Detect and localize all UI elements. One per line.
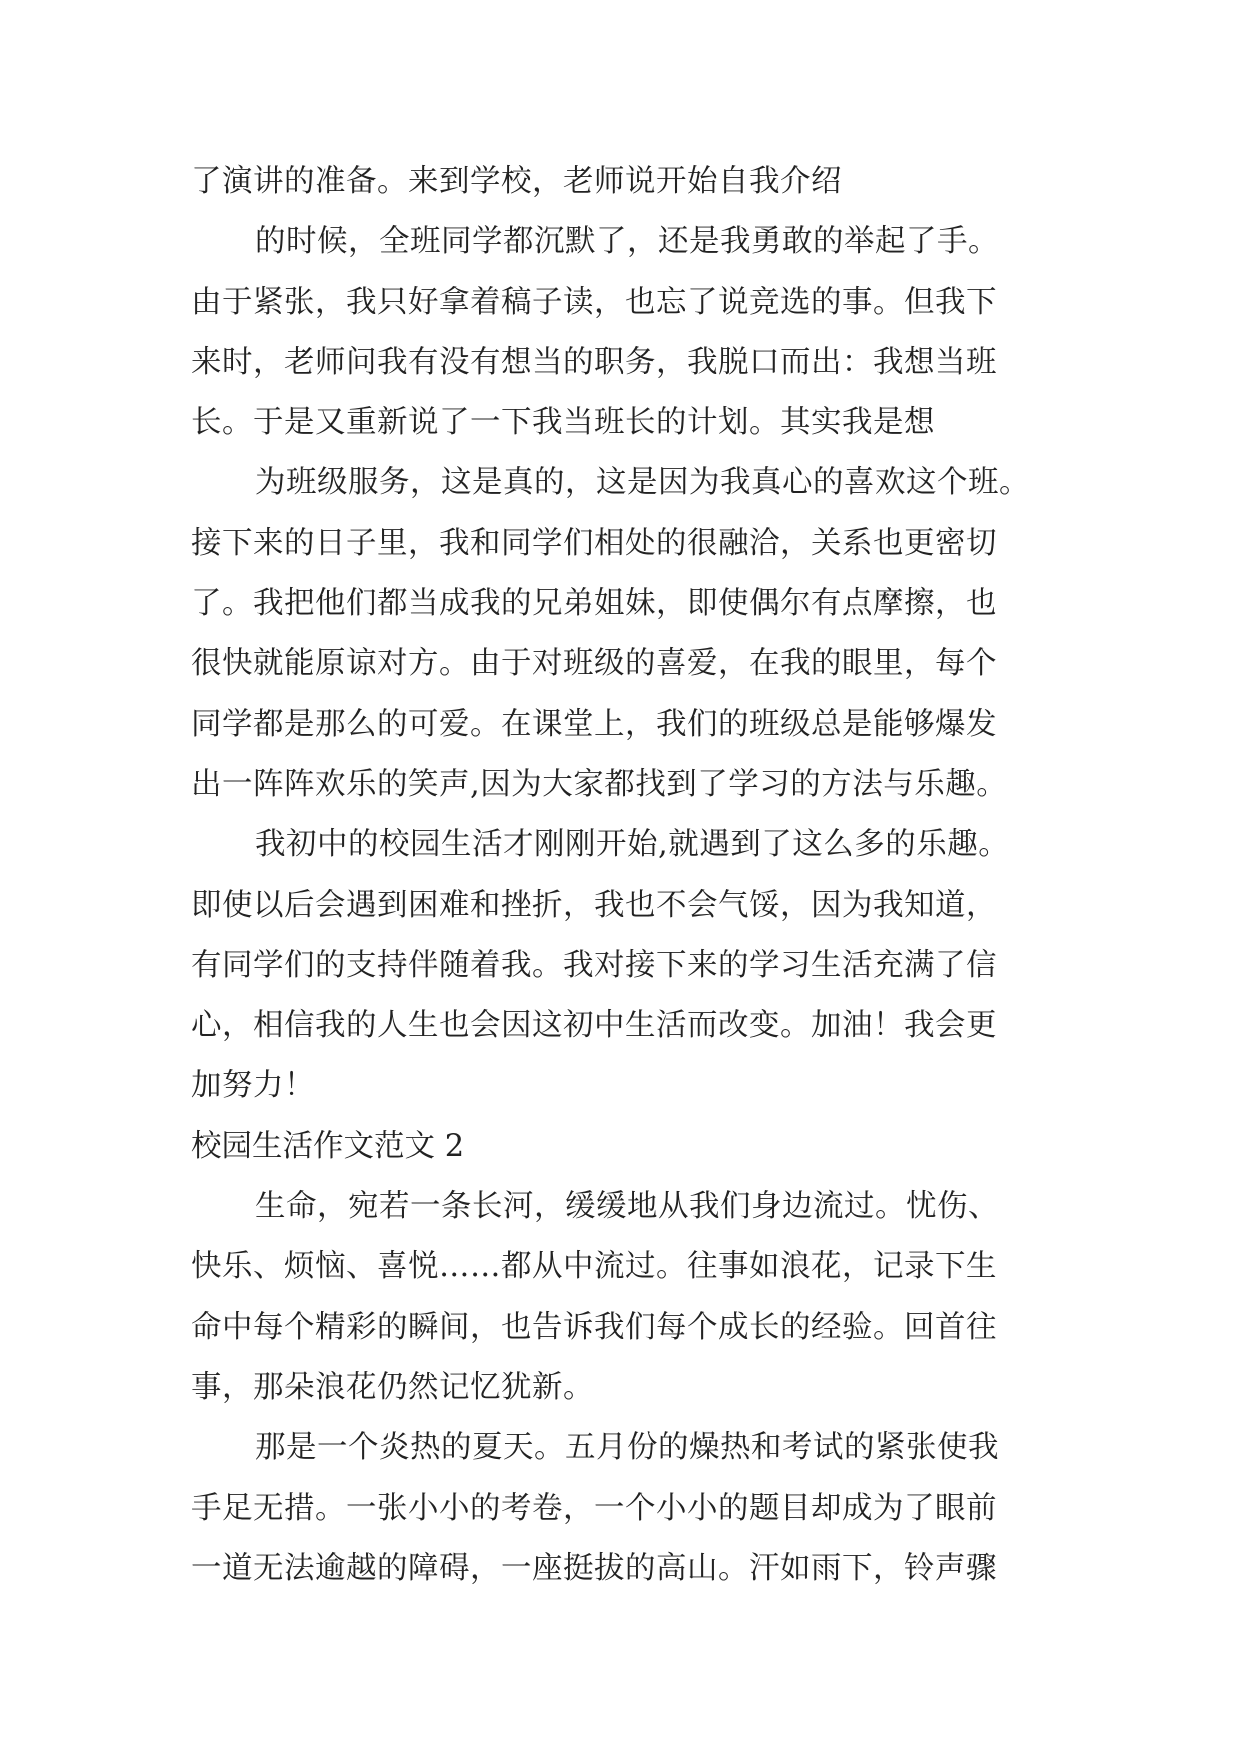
text-line: 命中每个精彩的瞬间，也告诉我们每个成长的经验。回首往: [191, 1309, 997, 1345]
text-line: 一道无法逾越的障碍，一座挺拔的高山。汗如雨下，铃声骤: [191, 1550, 997, 1586]
text-line: 事，那朵浪花仍然记忆犹新。: [191, 1369, 594, 1405]
text-line: 了。我把他们都当成我的兄弟姐妹，即使偶尔有点摩擦，也: [191, 586, 997, 622]
paragraph-start-line: 那是一个炎热的夏天。五月份的燥热和考试的紧张使我: [255, 1430, 999, 1466]
text-line: 有同学们的支持伴随着我。我对接下来的学习生活充满了信: [191, 947, 997, 983]
text-line: 来时，老师问我有没有想当的职务，我脱口而出：我想当班: [191, 344, 997, 380]
essay-body: [191, 152, 1086, 1599]
text-line: 很快就能原谅对方。由于对班级的喜爱，在我的眼里，每个: [191, 646, 997, 682]
paragraph-start-line: 生命，宛若一条长河，缓缓地从我们身边流过。忧伤、: [255, 1189, 999, 1225]
text-line: 同学都是那么的可爱。在课堂上，我们的班级总是能够爆发: [191, 706, 997, 742]
text-line: 快乐、烦恼、喜悦……都从中流过。往事如浪花，记录下生: [191, 1249, 997, 1285]
text-line: 心，相信我的人生也会因这初中生活而改变。加油！我会更: [191, 1008, 997, 1044]
text-line: 了演讲的准备。来到学校，老师说开始自我介绍: [191, 164, 842, 199]
text-line: 接下来的日子里，我和同学们相处的很融洽，关系也更密切: [191, 525, 997, 561]
text-line: 加努力！: [191, 1068, 315, 1104]
text-line: 出一阵阵欢乐的笑声,因为大家都找到了学习的方法与乐趣。: [191, 766, 1008, 802]
section-heading: 校园生活作文范文 2: [191, 1128, 465, 1164]
text-line: 手足无措。一张小小的考卷，一个小小的题目却成为了眼前: [191, 1490, 997, 1526]
text-line: 即使以后会遇到困难和挫折，我也不会气馁，因为我知道，: [191, 887, 997, 923]
paragraph-start-line: 的时候，全班同学都沉默了，还是我勇敢的举起了手。: [255, 224, 999, 260]
text-line: 长。于是又重新说了一下我当班长的计划。其实我是想: [191, 405, 935, 441]
paragraph-start-line: 为班级服务，这是真的，这是因为我真心的喜欢这个班。: [255, 465, 1030, 501]
text-line: 由于紧张，我只好拿着稿子读，也忘了说竞选的事。但我下: [191, 284, 997, 320]
paragraph-start-line: 我初中的校园生活才刚刚开始,就遇到了这么多的乐趣。: [255, 827, 1010, 863]
